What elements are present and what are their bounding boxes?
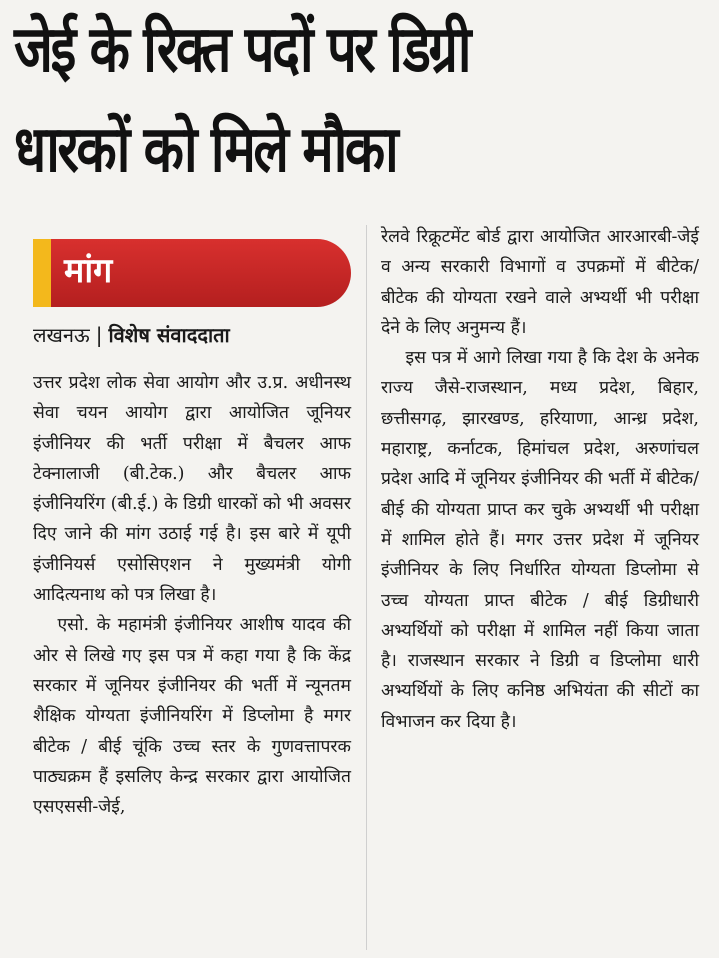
byline-desk: विशेष संवाददाता (108, 323, 230, 347)
byline (33, 318, 363, 352)
headline-line-1: जेई के रिक्त पदों पर डिग्री (14, 13, 470, 87)
byline-separator: | (95, 323, 103, 347)
headline-line-2: धारकों को मिले मौका (14, 113, 397, 187)
article-paragraph-1: उत्तर प्रदेश लोक सेवा आयोग और उ.प्र. अधीनस्थ सेवा चयन आयोग द्वारा आयोजित जूनियर इंजीनियर की भर्ती परीक्षा में बैचलर आफ टेक्नालाजी (बी.टेक.) और बैचलर आफ इंजीनियरिंग (बी.ई.) के डिग्री धारकों को भी अवसर दिए जाने की मांग उठाई गई है। इस बारे में यूपी इंजीनियर्स एसोसिएशन ने मुख्यमंत्री योगी आदित्यनाथ को पत्र लिखा है। (33, 373, 351, 606)
byline-city: लखनऊ (33, 323, 90, 347)
article-column-2 (381, 222, 699, 737)
category-tag-label: मांग (64, 251, 113, 291)
column-divider (366, 225, 367, 950)
article-paragraph-2: एसो. के महामंत्री इंजीनियर आशीष यादव की ओर से लिखे गए इस पत्र में कहा गया है कि केंद्र सरकार में जूनियर इंजीनियर की भर्ती में न्यूनतम शैक्षिक योग्यता इंजीनियरिंग में डिप्लोमा है मगर बीटेक / बीई चूंकि उच्च स्तर के गुणवत्तापरक पाठ्यक्रम हैं इसलिए केन्द्र सरकार द्वारा आयोजित एसएससी-जेई, (33, 615, 351, 818)
article-paragraph-4: इस पत्र में आगे लिखा गया है कि देश के अनेक राज्य जैसे-राजस्थान, मध्य प्रदेश, बिहार, छत्तीसगढ़, झारखण्ड, हरियाणा, आन्ध्र प्रदेश, महाराष्ट्र, कर्नाटक, हिमांचल प्रदेश, अरुणांचल प्रदेश आदि में जूनियर इंजीनियर की भर्ती में बीटेक/बीई की योग्यता प्राप्त कर चुके अभ्यर्थी भी परीक्षा में शामिल होते हैं। मगर उत्तर प्रदेश में जूनियर इंजीनियर के लिए निर्धारित योग्यता डिप्लोमा से उच्च योग्यता प्राप्त बीटेक / बीई डिग्रीधारी अभ्यर्थियों को परीक्षा में शामिल नहीं किया जाता है। राजस्थान सरकार ने डिग्री व डिप्लोमा धारी अभ्यर्थियों के लिए कनिष्ठ अभियंता की सीटों का विभाजन कर दिया है। (381, 348, 699, 732)
article-paragraph-3: रेलवे रिक्रूटमेंट बोर्ड द्वारा आयोजित आरआरबी-जेई व अन्य सरकारी विभागों व उपक्रमों में बीटेक/बीटेक की योग्यता रखने वाले अभ्यर्थी भी परीक्षा देने के लिए अनुमन्य हैं। (381, 227, 699, 338)
article-column-1 (33, 368, 351, 822)
category-tag-accent (33, 239, 51, 307)
headline (14, 2, 588, 202)
